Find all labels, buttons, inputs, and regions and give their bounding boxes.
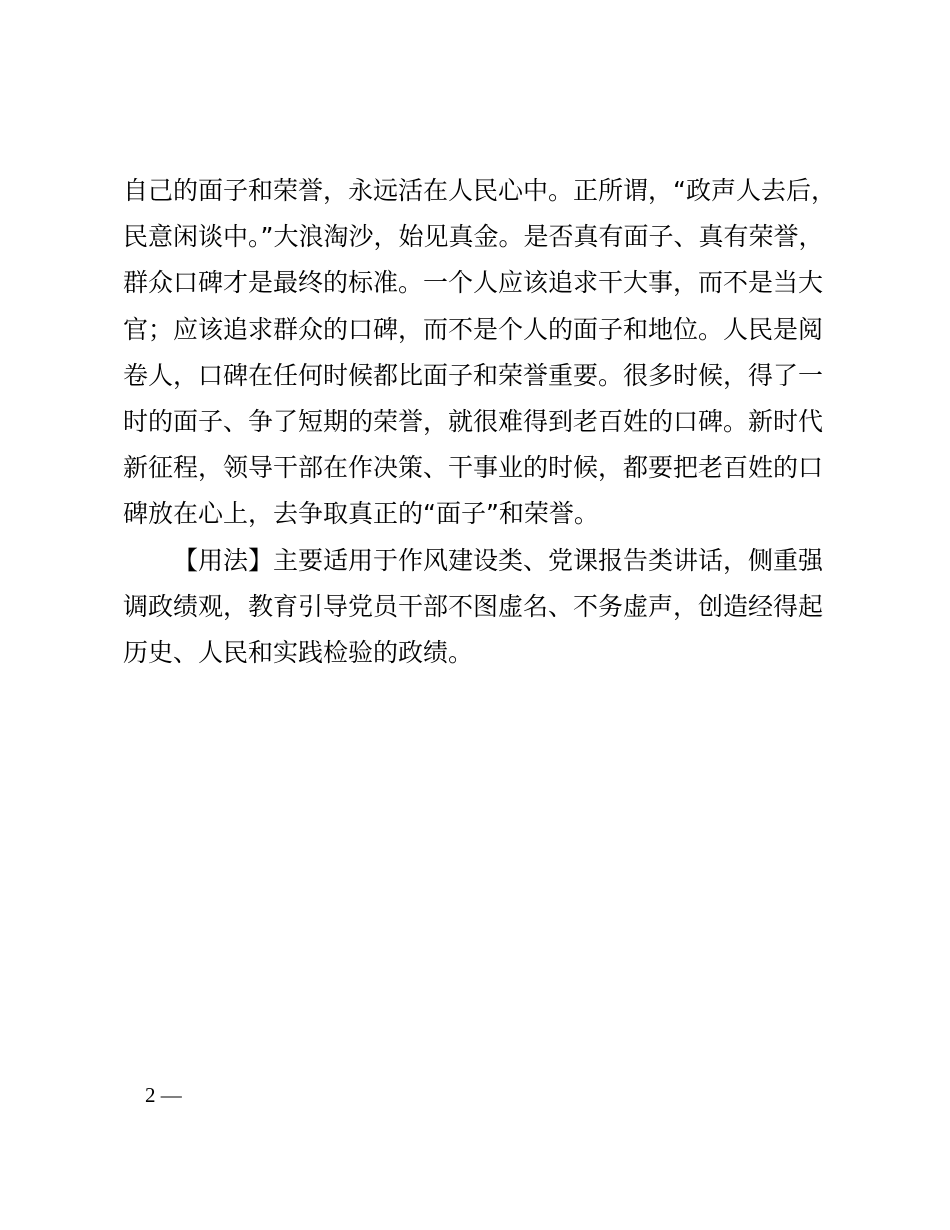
text-line: 调政绩观，教育引导党员干部不图虚名、不务虚声，创造经得起 bbox=[123, 591, 824, 621]
text-line: 民意闲谈中。”大浪淘沙，始见真金。是否真有面子、真有荣誉， bbox=[123, 222, 824, 252]
text-line: 官；应该追求群众的口碑，而不是个人的面子和地位。人民是阅 bbox=[123, 314, 824, 344]
text-line: 碑放在心上，去争取真正的“面子”和荣誉。 bbox=[123, 499, 599, 529]
paragraph-2-usage bbox=[123, 538, 868, 677]
text-line: 【用法】主要适用于作风建设类、党课报告类讲话，侧重强 bbox=[173, 545, 824, 575]
paragraph-1 bbox=[123, 168, 868, 538]
body-text bbox=[123, 168, 868, 676]
text-line: 卷人，口碑在任何时候都比面子和荣誉重要。很多时候，得了一 bbox=[123, 360, 824, 390]
text-line: 历史、人民和实践检验的政绩。 bbox=[123, 637, 474, 667]
text-line: 自己的面子和荣誉，永远活在人民心中。正所谓，“政声人去后， bbox=[123, 176, 836, 205]
text-line: 新征程，领导干部在作决策、干事业的时候，都要把老百姓的口 bbox=[123, 453, 824, 483]
text-line: 时的面子、争了短期的荣誉，就很难得到老百姓的口碑。新时代 bbox=[123, 406, 824, 436]
page-number: 2 — bbox=[145, 1083, 182, 1107]
text-line: 群众口碑才是最终的标准。一个人应该追求干大事，而不是当大 bbox=[123, 268, 824, 298]
